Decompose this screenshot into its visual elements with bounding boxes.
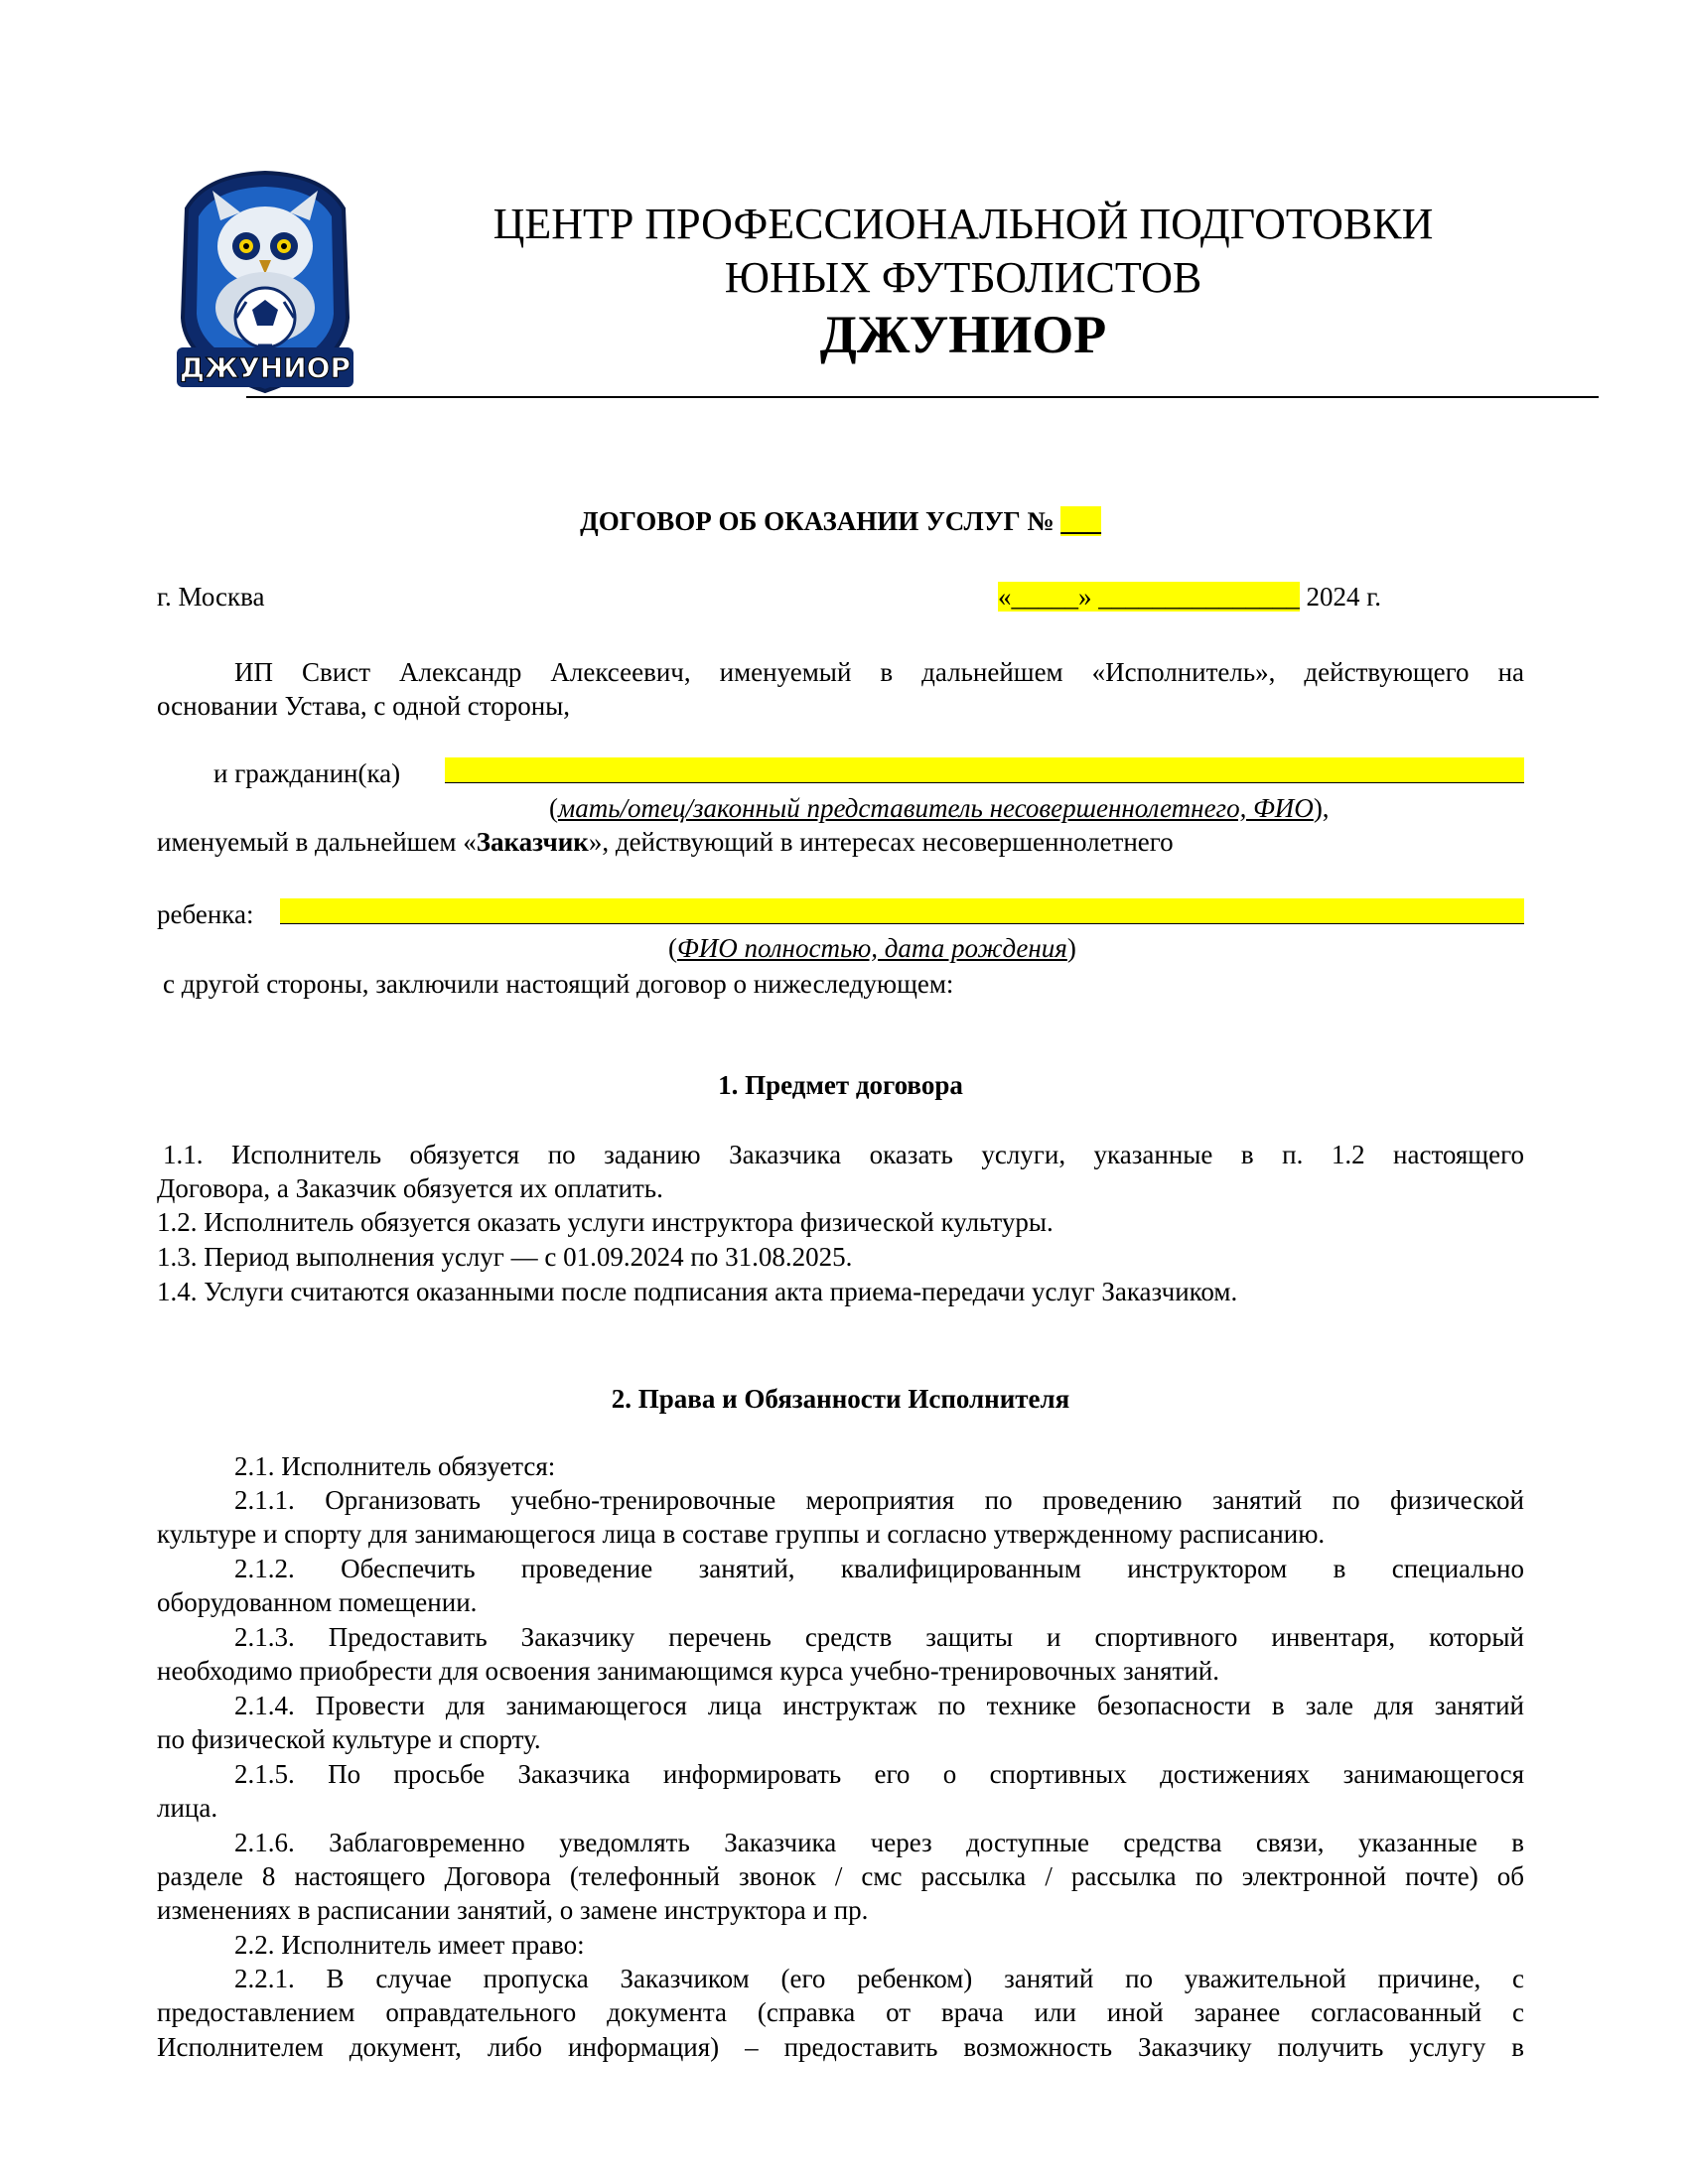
- clause-1-1-line1: 1.1. Исполнитель обязуется по заданию Заказчика оказать услуги, указанные в п. 1.2 настоящего: [163, 1140, 1524, 1169]
- contract-date: [998, 580, 1381, 614]
- clause-2-1-6-line1: 2.1.6. Заблаговременно уведомлять Заказчика через доступные средства связи, указанные в: [234, 1828, 1524, 1857]
- customer-line-pre: именуемый в дальнейшем «: [157, 827, 477, 857]
- section2-heading: 2. Права и Обязанности Исполнителя: [611, 1384, 1070, 1414]
- citizen-hint-text: мать/отец/законный представитель несовершеннолетнего, ФИО: [558, 793, 1314, 823]
- clause-2-1-5-line1: 2.1.5. По просьбе Заказчика информировать его о спортивных достижениях занимающегося: [234, 1759, 1524, 1789]
- clause-2-1-3-line2: необходимо приобрести для освоения занимающимся курса учебно-тренировочных занятий.: [157, 1656, 1219, 1686]
- org-title-line1: ЦЕНТР ПРОФЕССИОНАЛЬНОЙ ПОДГОТОВКИ: [492, 200, 1434, 248]
- clause-2-2: 2.2. Исполнитель имеет право:: [234, 1930, 585, 1960]
- contract-year: 2024 г.: [1306, 582, 1382, 612]
- logo-wordmark: ДЖУНИОР: [180, 351, 351, 384]
- contract-city: г. Москва: [157, 582, 265, 612]
- intro-line1: ИП Свист Александр Алексеевич, именуемый в дальнейшем «Исполнитель», действующего на: [234, 657, 1524, 687]
- clause-2-1-6-line2: разделе 8 настоящего Договора (телефонный звонок / смс рассылка / рассылка по электронной почте) об: [157, 1861, 1524, 1891]
- child-hint: (ФИО полностью, дата рождения): [668, 933, 1076, 963]
- club-logo: [177, 169, 353, 395]
- child-hint-text: ФИО полностью, дата рождения: [677, 933, 1067, 963]
- org-name: ДЖУНИОР: [819, 305, 1107, 364]
- clause-2-1-3-line1: 2.1.3. Предоставить Заказчику перечень средств защиты и спортивного инвентаря, который: [234, 1622, 1524, 1652]
- clause-2-2-1-line1: 2.2.1. В случае пропуска Заказчиком (его ребенком) занятий по уважительной причине, с: [234, 1964, 1524, 1993]
- contract-title: [157, 504, 1524, 538]
- child-name-field[interactable]: [280, 898, 1524, 924]
- clause-2-1-6-line3: изменениях в расписании занятий, о замене инструктора и пр.: [157, 1895, 869, 1925]
- date-blank[interactable]: «_____» _______________: [998, 582, 1300, 612]
- clause-2-1-2-line1: 2.1.2. Обеспечить проведение занятий, квалифицированным инструктором в специально: [234, 1554, 1524, 1583]
- child-label: ребенка:: [157, 899, 254, 929]
- clause-2-1-2-line2: оборудованном помещении.: [157, 1587, 478, 1617]
- intro-line2: основании Устава, с одной стороны,: [157, 691, 571, 721]
- customer-term: Заказчик: [476, 827, 589, 857]
- clause-2-1-4-line2: по физической культуре и спорту.: [157, 1724, 541, 1754]
- clause-2-2-1-line3: Исполнителем документ, либо информация) – предоставить возможность Заказчику получить услугу в: [157, 2032, 1524, 2062]
- citizen-name-field[interactable]: [445, 757, 1524, 783]
- citizen-label: и гражданин(ка): [213, 758, 401, 788]
- clause-1-2: 1.2. Исполнитель обязуется оказать услуги инструктора физической культуры.: [157, 1207, 1054, 1237]
- closing-line: с другой стороны, заключили настоящий договор о нижеследующем:: [163, 969, 954, 999]
- customer-line-post: », действующий в интересах несовершеннолетнего: [588, 827, 1174, 857]
- clause-2-1: 2.1. Исполнитель обязуется:: [234, 1451, 556, 1481]
- header-divider: [246, 396, 1599, 398]
- customer-line: [157, 825, 1174, 859]
- citizen-hint: (мать/отец/законный представитель несовершеннолетнего, ФИО),: [549, 793, 1330, 823]
- clause-2-1-1-line1: 2.1.1. Организовать учебно-тренировочные мероприятия по проведению занятий по физической: [234, 1485, 1524, 1515]
- contract-number-blank[interactable]: ___: [1060, 506, 1101, 536]
- section1-heading: 1. Предмет договора: [718, 1070, 963, 1100]
- clause-1-3: 1.3. Период выполнения услуг — с 01.09.2024 по 31.08.2025.: [157, 1242, 853, 1272]
- clause-1-1-line2: Договора, а Заказчик обязуется их оплатить.: [157, 1173, 663, 1203]
- clause-2-1-5-line2: лица.: [157, 1793, 218, 1823]
- org-title-line2: ЮНЫХ ФУТБОЛИСТОВ: [724, 253, 1202, 302]
- clause-2-1-1-line2: культуре и спорту для занимающегося лица в составе группы и согласно утвержденному расписанию.: [157, 1519, 1326, 1549]
- clause-2-1-4-line1: 2.1.4. Провести для занимающегося лица инструктаж по технике безопасности в зале для занятий: [234, 1691, 1524, 1720]
- clause-2-2-1-line2: предоставлением оправдательного документа (справка от врача или иной заранее согласованный с: [157, 1997, 1524, 2027]
- clause-1-4: 1.4. Услуги считаются оказанными после подписания акта приема-передачи услуг Заказчиком.: [157, 1277, 1238, 1306]
- contract-title-text: ДОГОВОР ОБ ОКАЗАНИИ УСЛУГ №: [580, 506, 1055, 536]
